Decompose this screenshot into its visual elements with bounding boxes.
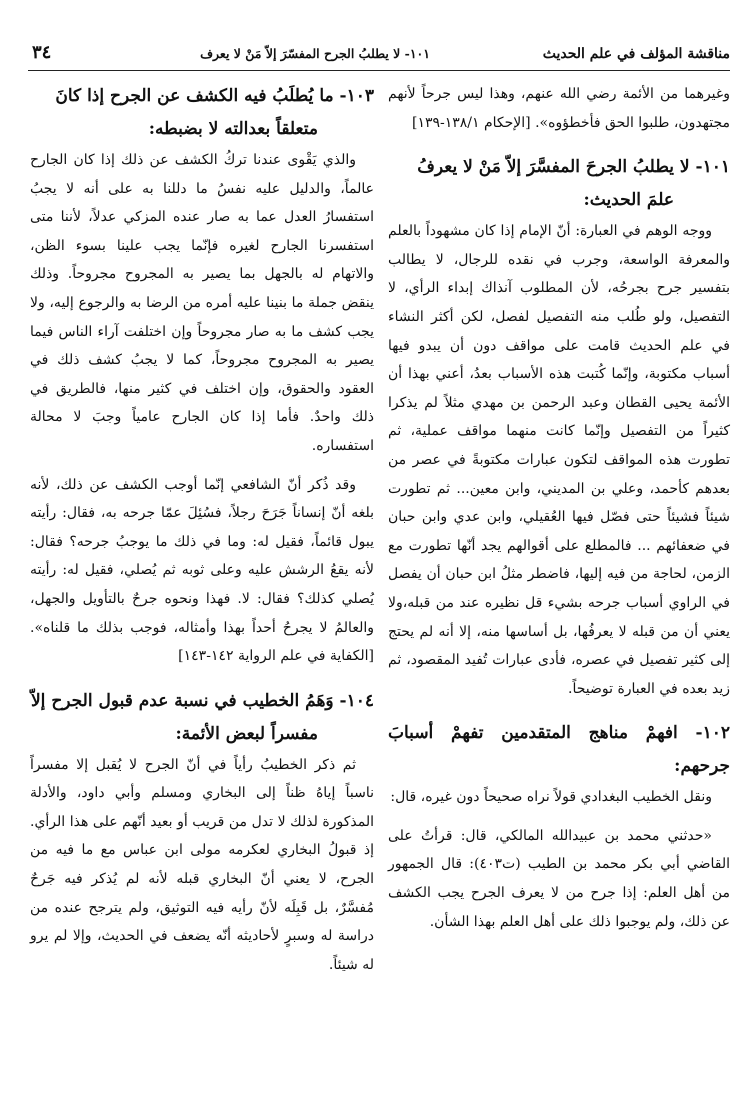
running-header — [28, 40, 730, 71]
section-103-title: ١٠٣- ما يُطلَبُ فيه الكشف عن الجرح إذا كانَ — [55, 86, 374, 106]
section-102-quote: «حدثني محمد بن عبيدالله المالكي، قال: قرأتُ على القاضي أبي بكر محمد بن الطيب (ت٤٠٣): قال الجمهور من أهل العلم: إذا جرح من لا يعرف الجرح يجب الكشف عن ذلك، ولم يوجبوا ذلك على أهل العلم بهذا الشأن. — [388, 827, 730, 930]
section-104-title-cont: مفسراً لبعض الأئمة: — [175, 723, 318, 744]
section-102-heading: ١٠٢- افهمْ مناهج المتقدمين تفهمْ أسبابَ جرحهم: — [388, 723, 730, 777]
section-102-paragraph-1: ونقل الخطيب البغدادي قولاً نراه صحيحاً دون غيره، قال: — [390, 789, 712, 806]
right-column — [388, 80, 730, 936]
header-section-title: ١٠١- لا يطلبُ الجرح المفسّرَ إلاّ مَنْ لا يعرف — [200, 46, 430, 61]
section-103-paragraph-2: وقد ذُكر أنّ الشافعي إنّما أوجب الكشف عن ذلك، لأنه بلغه أنّ إنساناً جَرَحَ رجلاً، فسُئِلَ عمّا جرحه به، فقال: رأيته يبول قائماً، فقيل له: وما في ذلك ما يوجبُ جرحه؟ فقال: لأنه يقعُ الرشش عليه وعلى ثوبه ثم يُصلي، فقيل له: رأيته يُصلي كذلك؟ فقال: لا. فهذا ونحوه جرحٌ بالتأويل والجهل، والعالمُ لا يجرحُ أحداً بهذا وأمثاله، فوجب بذلك ما قلناه». [الكفاية في علم الرواية ١٤٢-١٤٣] — [30, 476, 374, 665]
intro-paragraph: وغيرهما من الأئمة رضي الله عنهم، وهذا ليس جرحاً لأنهم مجتهدون، طلبوا الحق فأخطؤوه». [الإحكام ١٣٨/١-١٣٩] — [388, 86, 730, 131]
section-104-title: ١٠٤- وَهَمُ الخطيب في نسبة عدم قبول الجرح إلاّ — [30, 690, 374, 711]
section-101-heading — [388, 151, 730, 217]
left-column — [30, 80, 374, 979]
section-104-paragraph: ثم ذكر الخطيبُ رأياً في أنّ الجرح لا يُقبل إلا مفسراً ناسباً إياهُ ظناً إلى البخاري ومسلم وأبي داود، والأدلة المذكورة لذلك لا تدل من قريب أو بعيد أنّهم على هذا الرأي. إذ قبولُ البخاري لعكرمه مولى ابن عباس مع ما فيه من الجرح، لا يعني أنّ البخاري قبله لأنه لم يُذكر فيه جَرحٌ مُفسَّرٌ، بل قَبِلَه لأنّ رأيه فيه التوثيق، ولم يترجح عنده من دراسة له وسبرٍ لأحاديثه أنّه يضعف في الحديث، وإلا لم يرو له شيئاً. — [30, 756, 374, 973]
section-103-title-cont: متعلقاً بعدالته لا بضبطه: — [148, 119, 318, 139]
section-101-title-cont: علمَ الحديث: — [583, 190, 674, 211]
section-103-paragraph-1: والذي يَقْوى عندنا تركُ الكشف عن ذلك إذا كان الجارح عالماً، والدليل عليه نفسُ ما دللنا به على أنه لا يجبُ استفسارُ العدل عما به صار عنده المزكي عدلاً، لأننا متى استفسرنا الجارح لغيره فإنّما يجب علينا بسوء الظن، والاتهام له بالجهل بما يصير به المجروح مجروحاً. وذلك ينقض جملة ما بنينا عليه أمره من الرضا به والرجوع إليه، ولا يجب كشف ما به صار مجروحاً وإن اختلفت آراء الناس فيما يصير به المجروح مجروحاً، كما لا يجبُ كشف ذلك في العقود والحقوق، وإن اختلف في كثير منها، فالطريق في ذلك واحدٌ. فأما إذا كان الجارح عامياً وجبَ لا محالة استفساره. — [30, 152, 374, 454]
section-101-title: ١٠١- لا يطلبُ الجرحَ المفسَّرَ إلاّ مَنْ لا يعرفُ — [417, 157, 730, 178]
header-book-title: مناقشة المؤلف في علم الحديث — [542, 46, 730, 62]
page-number: ٣٤ — [32, 42, 52, 63]
section-101-paragraph: ووجه الوهم في العبارة: أنّ الإمام إذا كان مشهوداً بالعلم والمعرفة الواسعة، وجرب في نقده للرجال، لا يطالب بتفسير جرح بجرحُه، لأن المطلوب آنذاك إبداء الرأي، لا التفصيل، ولو طُلب منه التفصيل لفصل، لكن أكثر النشاء في علم الحديث قامت على مواقف دون أن يبدو فيها أسباب مكتوبة، وإنّما كُتبت هذه الأسباب بعدُ، أعني بهذا أن الأئمة يحيى القطان وعبد الرحمن بن مهدي مثلاً لم يذكرا كثيراً من التفصيل وإنّما كانت منهما مواقف عملية، ثم تطورت هذه المواقف لتكون عبارات مكتوبةً في عصر من بعدهم كأحمد، وعلي بن المديني، وابن معين... ثم تطورت شيئاً فشيئاً حتى فصّل فيها العُقيلي، وابن عدي وابن حبان في ضعفائهم ... فالمطلع على أقوالهم يجد أنّها تطورت مع الزمن، لحاجة من فيه إليها، فاضطر مثلُ ابن حبان أن يفصل في الراوي أسباب جرحه بشيء قل نظيره عند من قبله،ولا يعني أن من قبله لا يعرفُها، بل أساسها منه، إلا أنه لم يحتج إلى كثير تفصيل في عصره، فأدى عبارات تُفيد المقصود، ثم زيد بعده في العبارة توضيحاً. — [388, 223, 730, 697]
section-104-heading — [30, 685, 374, 751]
section-103-heading — [30, 80, 374, 146]
